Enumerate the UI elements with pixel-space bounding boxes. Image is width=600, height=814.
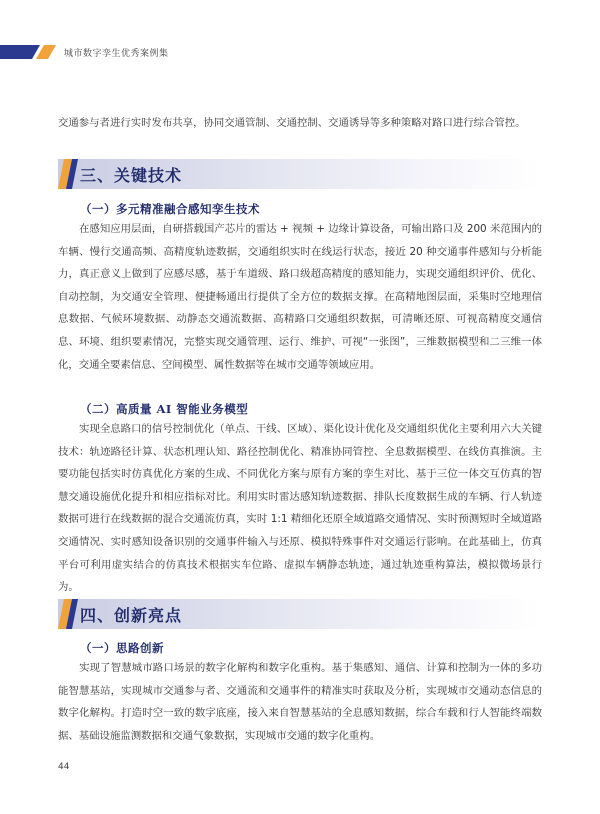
section-heading-innovation	[58, 599, 542, 629]
section-chevron-icon	[58, 159, 80, 189]
section-heading-key-technology	[58, 159, 542, 189]
subsection-title-idea-innovation: （一）思路创新	[80, 641, 164, 655]
paragraph-idea-innovation: 实现了智慧城市路口场景的数字化解构和数字化重构。基于集感知、通信、计算和控制为一体的多功能智慧基站，实现城市交通参与者、交通流和交通事件的精准实时获取及分析，实现城市交通动态信息的数字化解构。打造时空一致的数字底座，接入来自智慧基站的全息感知数据，综合车载和行人智能终端数据、基础设施监测数据和交通气象数据，实现城市交通的数字化重构。	[58, 662, 542, 742]
intro-paragraph: 交通参与者进行实时发布共享，协同交通管制、交通控制、交通诱导等多种策略对路口进行综合管控。	[58, 117, 526, 129]
section-chevron-icon	[58, 599, 80, 629]
section-title: 四、创新亮点	[80, 606, 183, 625]
header-logo-bars	[0, 45, 60, 59]
header-title: 城市数字孪生优秀案例集	[64, 49, 169, 59]
section-title: 三、关键技术	[80, 166, 183, 185]
paragraph-perception: 在感知应用层面，自研搭载国产芯片的雷达 + 视频 + 边缘计算设备，可输出路口及 200 米范围内的车辆、慢行交通高频、高精度轨迹数据，交通组织实时在线运行状态，接近 20 种交通事件感知与分析能力，真正意义上做到了应感尽感，基于车道级、路口级超高精度的感知能力，实现交通组织评价、优化、自动控制，为交通安全管理、便捷畅通出行提供了全方位的数据支撑。在高精地图层面，采集时空地理信息数据、气候环境数据、动静态交通流数据、高精路口交通组织数据，可清晰还原、可视高精度交通信息、环境、组织要素情况，完整实现交通管理、运行、维护、可视“一张图”，三维数据模型和二三维一体化，交通全要素信息、空间模型、属性数据等在城市交通等领域应用。	[58, 223, 542, 371]
subsection-title-ai-model: （二）高质量 AI 智能业务模型	[80, 402, 249, 416]
paragraph-ai-model: 实现全息路口的信号控制优化（单点、干线、区域）、渠化设计优化及交通组织优化主要利用六大关键技术：轨迹路径计算、状态机理认知、路径控制优化、精准协同管控、全息数据模型、在线仿真推演。主要功能包括实时仿真优化方案的生成、不同优化方案与原有方案的孪生对比、基于三位一体交互仿真的智慧交通设施优化提升和相应指标对比。利用实时雷达感知轨迹数据、排队长度数据生成的车辆、行人轨迹数据可进行在线数据的混合交通流仿真，实时 1:1 精细化还原全域道路交通情况、实时预测短时全域道路交通情况、实时感知设备识别的交通事件输入与还原、模拟特殊事件对交通运行影响。在此基础上，仿真平台可利用虚实结合的仿真技术根据实车位路、虚拟车辆静态轨迹，通过轨迹重构算法，模拟微场景行为。	[58, 423, 542, 594]
subsection-title-fusion-perception: （一）多元精准融合感知孪生技术	[80, 202, 260, 216]
page-header	[0, 0, 600, 70]
page-number: 44	[58, 762, 70, 772]
